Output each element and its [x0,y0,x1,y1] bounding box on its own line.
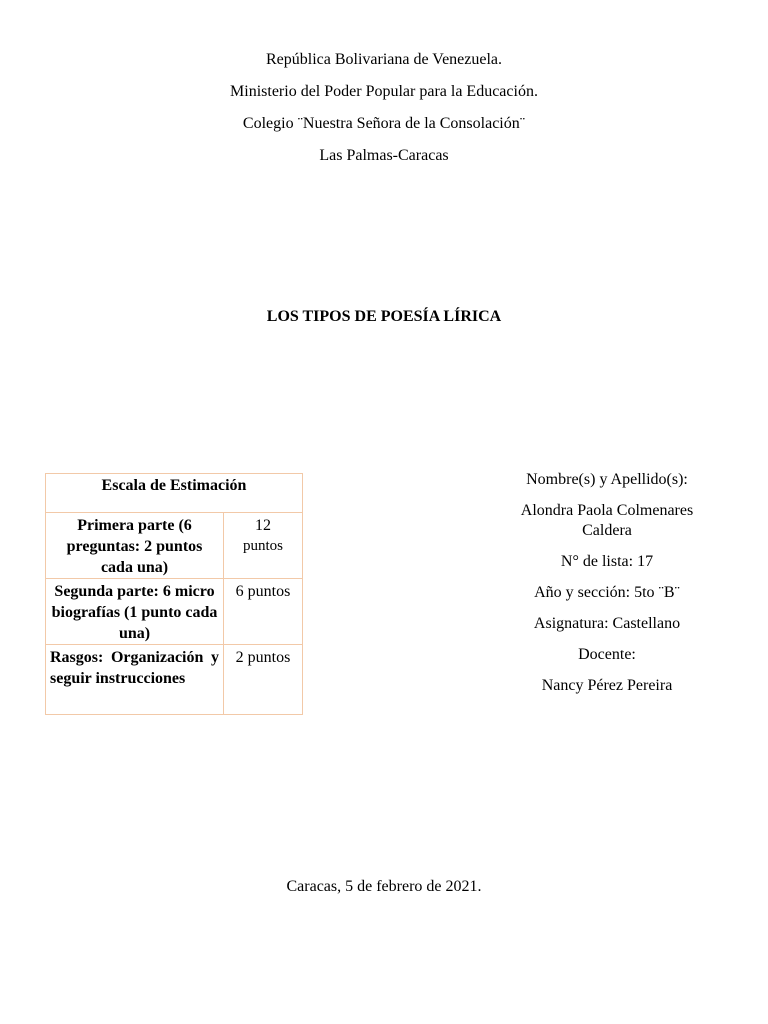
table-header-row [46,474,303,513]
table-cell-points [224,513,303,579]
teacher-label: Docente: [578,646,636,663]
table-cell-part: Primera parte (6 preguntas: 2 puntos cada una) [46,513,224,579]
points-number: 12 [255,517,271,534]
header-country: República Bolivariana de Venezuela. [265,51,503,68]
table-cell-part: Rasgos: Organización y seguir instrucciones [46,645,224,715]
header-location: Las Palmas-Caracas [319,147,449,164]
estimation-scale-table [45,473,303,715]
table-heading: Escala de Estimación [46,474,303,513]
place-date: Caracas, 5 de febrero de 2021. [286,878,482,895]
table-row [46,579,303,645]
teacher-name: Nancy Pérez Pereira [541,677,673,694]
year-section: Año y sección: 5to ¨B¨ [534,584,680,601]
table-row [46,645,303,715]
list-number: N° de lista: 17 [560,553,654,570]
table-cell-points: 6 puntos [224,579,303,645]
student-info [497,470,717,696]
header-ministry: Ministerio del Poder Popular para la Educación. [230,83,538,100]
points-unit: puntos [242,538,283,554]
table-row [46,513,303,579]
student-name: Alondra Paola Colmenares Caldera [520,502,694,539]
institution-header [0,47,768,175]
header-school: Colegio ¨Nuestra Señora de la Consolación¨ [242,115,526,132]
table-cell-part: Segunda parte: 6 micro biografías (1 punto cada una) [46,579,224,645]
table-cell-points: 2 puntos [224,645,303,715]
name-label: Nombre(s) y Apellido(s): [526,471,688,488]
document-title: LOS TIPOS DE POESÍA LÍRICA [266,308,502,325]
subject: Asignatura: Castellano [533,615,681,632]
